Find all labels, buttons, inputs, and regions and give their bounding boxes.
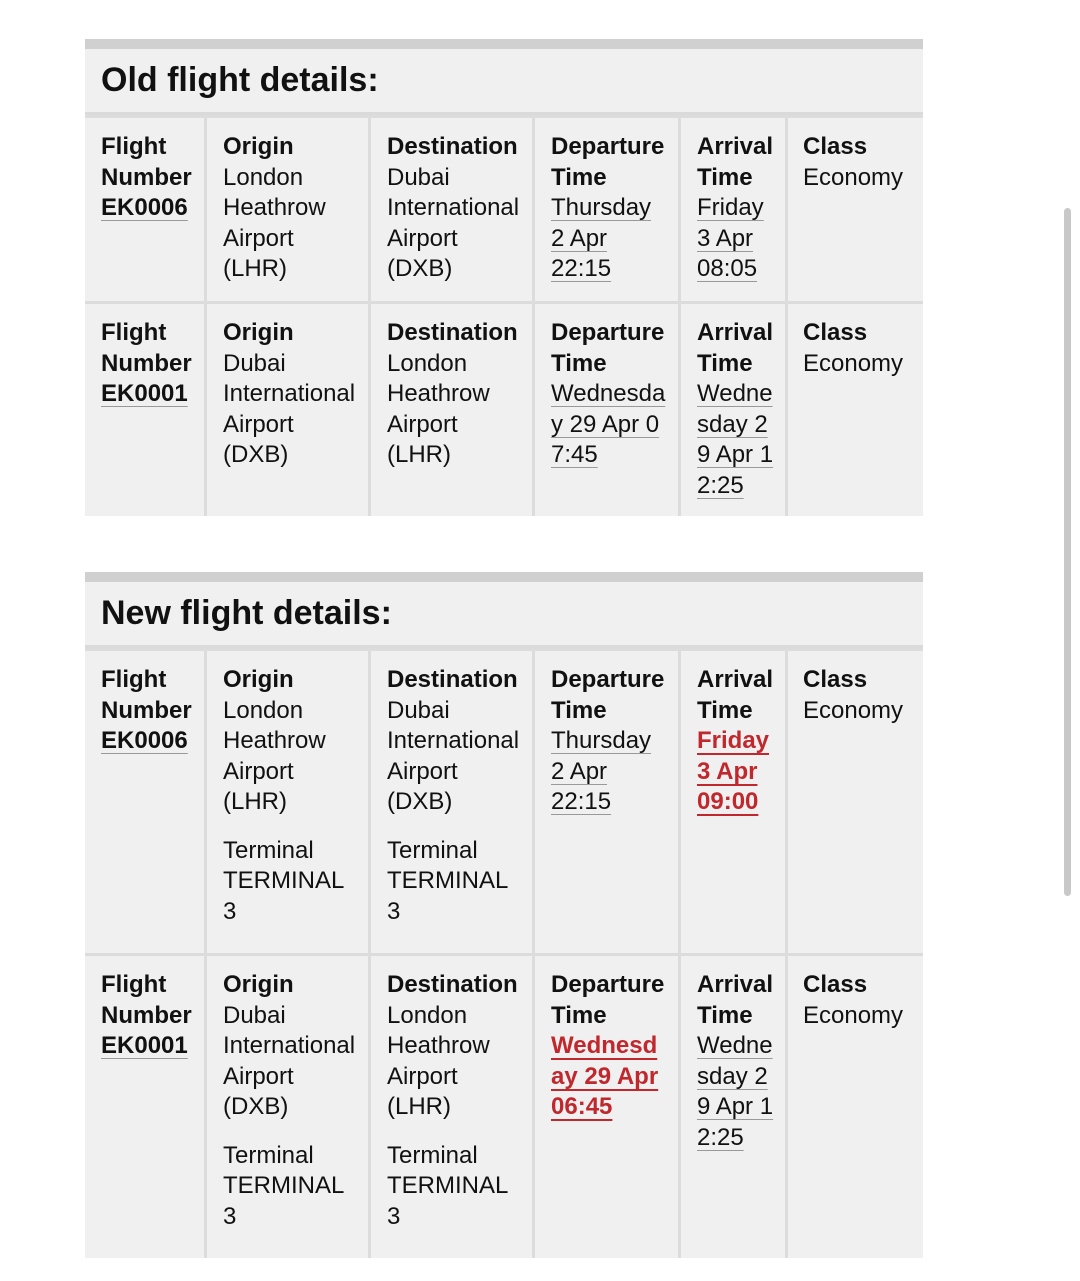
arrival-label: Arrival Time [697,319,774,377]
arrival-time-changed-link[interactable]: Friday 3 Apr 09:00 [697,727,770,815]
origin-cell [207,651,371,953]
class-value: Economy [803,349,904,377]
destination-terminal-label: Terminal [387,1141,478,1169]
flight-number-label: Flight Number [101,319,192,377]
origin-value: Dubai International Airport (DXB) [223,349,356,468]
arrival-cell [681,304,788,516]
origin-value: London Heathrow Airport (LHR) [223,163,326,282]
destination-cell [371,651,535,953]
arrival-time-link[interactable]: Wednesday 29 Apr 12:25 [697,1032,774,1151]
flight-row [85,953,923,1258]
destination-terminal-value: TERMINAL 3 [387,867,508,925]
section-top-bar [85,39,923,49]
class-label: Class [803,666,868,693]
destination-cell [371,118,535,301]
flight-number-link[interactable]: EK0006 [101,727,188,754]
departure-cell [535,651,681,953]
class-value: Economy [803,1001,904,1029]
destination-label: Destination [387,319,518,346]
arrival-time-link[interactable]: Wednesday 29 Apr 12:25 [697,380,774,499]
class-cell [788,304,923,516]
flight-number-link[interactable]: EK0006 [101,194,188,221]
origin-label: Origin [223,666,294,693]
departure-time-link[interactable]: Wednesday 29 Apr 07:45 [551,380,666,468]
destination-cell [371,956,535,1258]
vertical-scrollbar[interactable] [1064,208,1071,896]
destination-label: Destination [387,971,518,998]
origin-cell [207,304,371,516]
flight-number-label: Flight Number [101,133,192,191]
arrival-label: Arrival Time [697,133,774,191]
destination-cell [371,304,535,516]
origin-label: Origin [223,971,294,998]
class-label: Class [803,133,868,160]
flight-number-link[interactable]: EK0001 [101,380,188,407]
destination-value: Dubai International Airport (DXB) [387,163,520,282]
departure-label: Departure Time [551,133,665,191]
departure-label: Departure Time [551,666,665,724]
arrival-cell [681,651,788,953]
arrival-cell [681,118,788,301]
flight-number-link[interactable]: EK0001 [101,1032,188,1059]
destination-label: Destination [387,133,518,160]
section-header [85,49,923,115]
departure-label: Departure Time [551,319,665,377]
origin-cell [207,118,371,301]
flight-number-cell [85,956,207,1258]
arrival-time-link[interactable]: Friday 3 Apr 08:05 [697,194,764,282]
flight-number-cell [85,118,207,301]
new-flight-details-section [85,572,923,1258]
origin-label: Origin [223,133,294,160]
origin-terminal-value: TERMINAL 3 [223,1172,344,1230]
class-value: Economy [803,696,904,724]
section-top-bar [85,572,923,582]
arrival-cell [681,956,788,1258]
destination-value: Dubai International Airport (DXB) [387,696,520,815]
class-label: Class [803,319,868,346]
destination-label: Destination [387,666,518,693]
origin-terminal-value: TERMINAL 3 [223,867,344,925]
class-cell [788,651,923,953]
section-title: Old flight details: [101,61,379,99]
class-label: Class [803,971,868,998]
origin-value: Dubai International Airport (DXB) [223,1001,356,1120]
origin-terminal-label: Terminal [223,836,314,864]
destination-value: London Heathrow Airport (LHR) [387,349,490,468]
flight-number-cell [85,304,207,516]
departure-time-changed-link[interactable]: Wednesday 29 Apr 06:45 [551,1032,659,1120]
destination-value: London Heathrow Airport (LHR) [387,1001,490,1120]
flight-number-cell [85,651,207,953]
origin-cell [207,956,371,1258]
arrival-label: Arrival Time [697,971,774,1029]
departure-cell [535,304,681,516]
section-title: New flight details: [101,594,392,632]
origin-terminal-label: Terminal [223,1141,314,1169]
old-flight-details-section [85,39,923,516]
flight-number-label: Flight Number [101,666,192,724]
class-cell [788,956,923,1258]
flight-number-label: Flight Number [101,971,192,1029]
departure-cell [535,956,681,1258]
departure-cell [535,118,681,301]
class-cell [788,118,923,301]
destination-terminal-value: TERMINAL 3 [387,1172,508,1230]
class-value: Economy [803,163,904,191]
arrival-label: Arrival Time [697,666,774,724]
departure-label: Departure Time [551,971,665,1029]
departure-time-link[interactable]: Thursday 2 Apr 22:15 [551,194,652,282]
destination-terminal-label: Terminal [387,836,478,864]
section-header [85,582,923,648]
origin-value: London Heathrow Airport (LHR) [223,696,326,815]
departure-time-link[interactable]: Thursday 2 Apr 22:15 [551,727,652,815]
flight-row [85,648,923,953]
origin-label: Origin [223,319,294,346]
flight-row [85,115,923,301]
flight-row [85,301,923,516]
